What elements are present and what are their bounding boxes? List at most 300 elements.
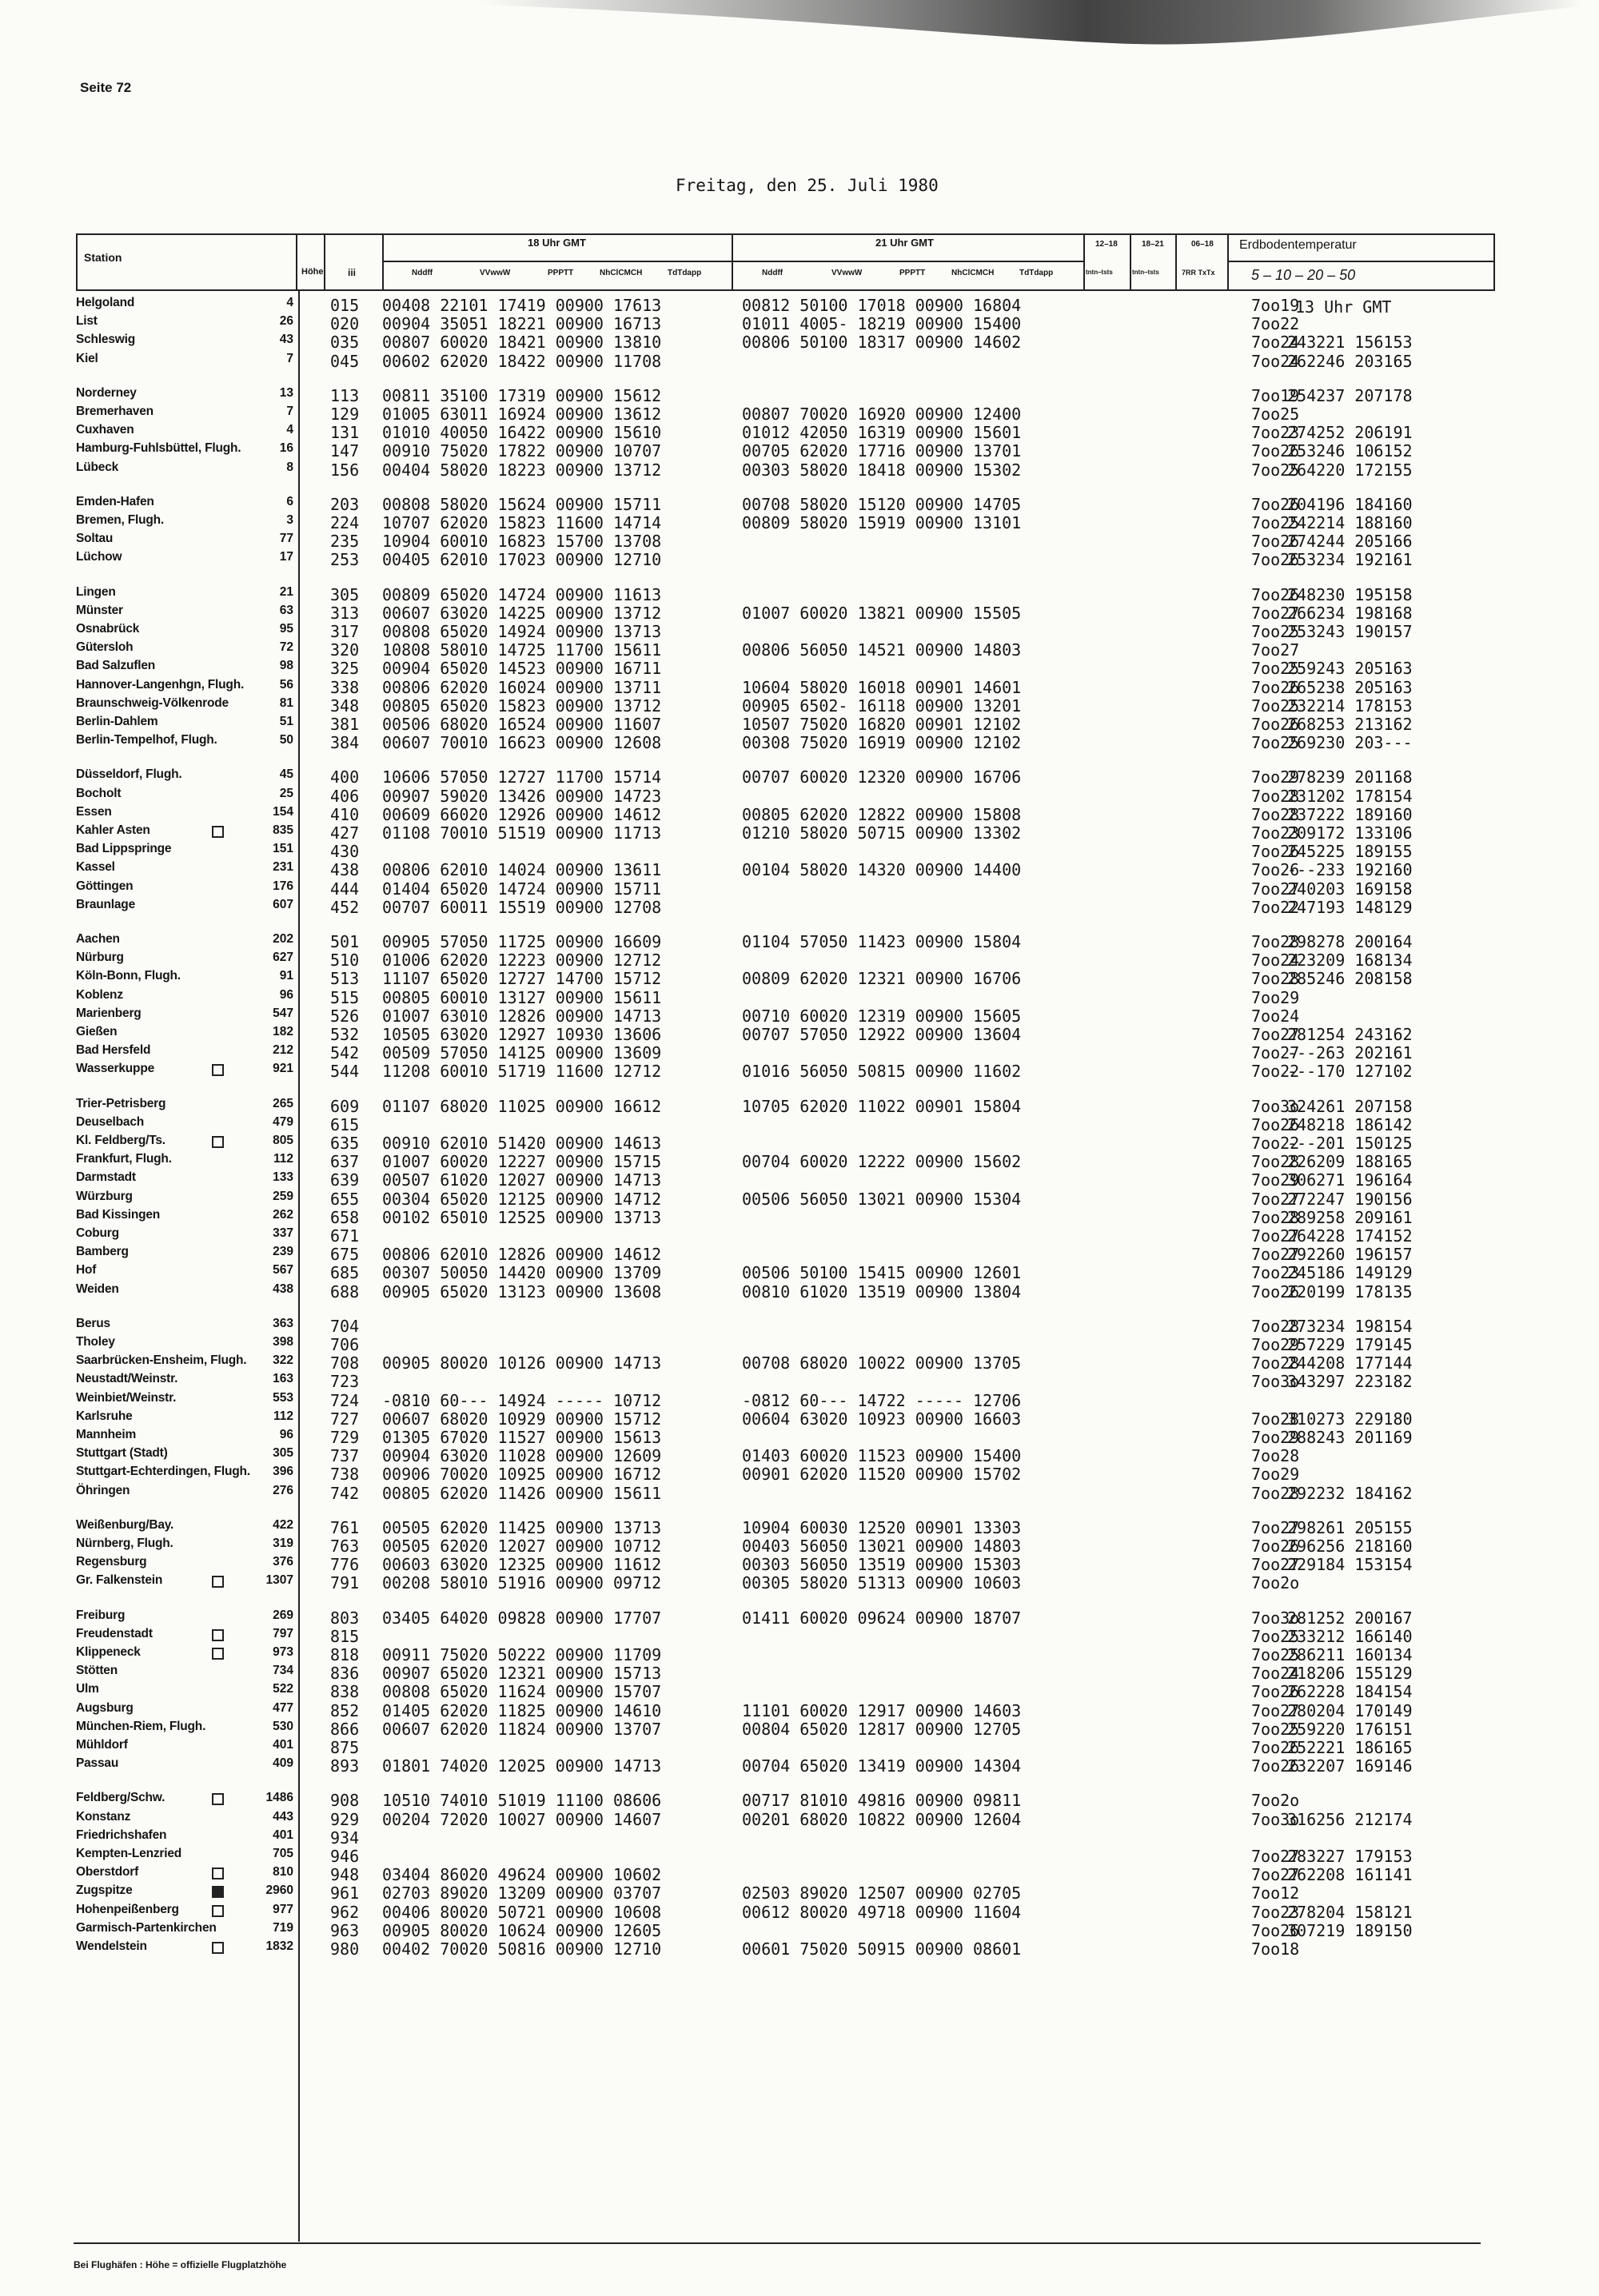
table-row (76, 405, 1491, 423)
station-name: Bad Salzuflen (76, 659, 156, 673)
station-name: List (76, 314, 98, 329)
erdboden-values: 232207 169146 (1287, 1756, 1413, 1776)
station-hoehe: 401 (273, 1828, 293, 1842)
obs-21-uhr: 00201 68020 10822 00900 12604 (742, 1809, 1022, 1829)
table-row (76, 823, 1491, 842)
obs-18-uhr: 01107 68020 11025 00900 16612 (382, 1096, 662, 1116)
max-temp-group: 7oo28 (1251, 1152, 1300, 1172)
station-iii: 637 (330, 1152, 360, 1172)
table-row (76, 696, 1491, 715)
station-iii: 948 (330, 1865, 360, 1885)
obs-18-uhr: 10606 57050 12727 11700 15714 (382, 767, 662, 787)
table-row (76, 1208, 1491, 1226)
max-temp-group: 7oo26 (1251, 860, 1300, 880)
station-iii: 658 (330, 1207, 360, 1227)
station-iii: 253 (330, 550, 360, 570)
station-iii: 893 (330, 1756, 360, 1776)
obs-18-uhr: 01007 60020 12227 00900 15715 (382, 1152, 662, 1172)
table-row (76, 1335, 1491, 1353)
station-iii: 671 (330, 1226, 360, 1246)
station-hoehe: 396 (273, 1465, 293, 1479)
header-ppptt-1: PPPTT (548, 269, 574, 277)
station-hoehe: 438 (273, 1282, 293, 1296)
obs-18-uhr: 01801 74020 12025 00900 14713 (382, 1756, 662, 1776)
erdboden-values: ---201 150125 (1287, 1134, 1413, 1153)
station-iii: 532 (330, 1025, 360, 1044)
obs-21-uhr: 00303 56050 13519 00900 15303 (742, 1555, 1022, 1575)
max-temp-group: 7oo23 (1251, 423, 1300, 443)
station-name: Köln-Bonn, Flugh. (76, 969, 181, 983)
station-hoehe: 719 (273, 1920, 293, 1935)
obs-21-uhr: 01411 60020 09624 00900 18707 (742, 1608, 1022, 1628)
max-temp-group: 7oo12 (1251, 1883, 1300, 1903)
station-name: Stuttgart (Stadt) (76, 1446, 168, 1461)
station-hoehe: 182 (273, 1025, 293, 1038)
erdboden-values: 292260 196157 (1287, 1245, 1413, 1265)
station-hoehe: 26 (279, 314, 293, 329)
max-temp-group: 7oo27 (1251, 1517, 1300, 1537)
table-row (76, 1883, 1491, 1902)
table-row (76, 860, 1491, 879)
station-hoehe: 797 (273, 1626, 293, 1640)
max-temp-group: 7oo29 (1251, 1335, 1300, 1354)
erdboden-values: 245225 189155 (1287, 842, 1413, 862)
station-name: Trier-Petrisberg (76, 1096, 166, 1110)
max-temp-group: 7oo23 (1251, 823, 1300, 843)
obs-18-uhr: 00102 65010 12525 00900 13713 (382, 1207, 662, 1227)
table-row (76, 513, 1491, 532)
table-row (76, 1282, 1491, 1301)
table-row (76, 1317, 1491, 1335)
station-hoehe: 1307 (265, 1573, 293, 1588)
station-name: Darmstadt (76, 1170, 136, 1185)
erdboden-values: 266234 198168 (1287, 603, 1413, 623)
max-temp-group: 7oo28 (1251, 932, 1300, 951)
station-iii: 609 (330, 1096, 360, 1116)
station-hoehe: 443 (273, 1809, 293, 1824)
station-iii: 129 (330, 405, 360, 424)
obs-18-uhr: 10808 58010 14725 11700 15611 (382, 640, 662, 660)
obs-21-uhr: 01012 42050 16319 00900 15601 (742, 423, 1022, 443)
obs-18-uhr: 00805 60010 13127 00900 15611 (382, 987, 662, 1007)
erdboden-values: 289258 209161 (1287, 1207, 1413, 1227)
obs-18-uhr: 00905 80020 10126 00900 14713 (382, 1353, 662, 1373)
station-iii: 639 (330, 1170, 360, 1190)
station-iii: 908 (330, 1791, 360, 1811)
station-name: Bremerhaven (76, 405, 154, 418)
erdboden-values: 229184 153154 (1287, 1555, 1413, 1575)
obs-21-uhr: 00308 75020 16919 00900 12102 (742, 733, 1022, 753)
obs-18-uhr: 10904 60010 16823 15700 13708 (382, 532, 662, 552)
station-name: Soltau (76, 532, 114, 546)
station-iii: 615 (330, 1114, 360, 1134)
station-hoehe: 422 (273, 1517, 293, 1532)
obs-18-uhr: 10510 74010 51019 11100 08606 (382, 1791, 662, 1811)
erdboden-values: 252221 186165 (1287, 1738, 1413, 1757)
max-temp-group: 7oo25 (1251, 696, 1300, 716)
obs-18-uhr: 00808 65020 11624 00900 15707 (382, 1682, 662, 1702)
table-row (76, 1720, 1491, 1738)
station-iii: 818 (330, 1645, 360, 1664)
open-square-icon (212, 1064, 224, 1076)
max-temp-group: 7oo27 (1251, 1189, 1300, 1209)
station-name: Oberstdorf (76, 1865, 139, 1879)
station-name: Saarbrücken-Ensheim, Flugh. (76, 1353, 247, 1368)
station-hoehe: 4 (286, 423, 293, 437)
open-square-icon (212, 1576, 224, 1588)
station-iii: 156 (330, 460, 360, 480)
header-clouds-1: NhClCMCH (600, 269, 643, 277)
max-temp-group: 7oo28 (1251, 786, 1300, 806)
obs-21-uhr: 10705 62020 11022 00901 15804 (742, 1096, 1022, 1116)
max-temp-group: 7oo26 (1251, 842, 1300, 862)
station-hoehe: 63 (279, 603, 293, 617)
max-temp-group: 7oo29 (1251, 1465, 1300, 1485)
obs-18-uhr: 00509 57050 14125 00900 13609 (382, 1043, 662, 1063)
header-06-18: 06–18 (1191, 240, 1214, 249)
obs-18-uhr: 00805 65020 15823 00900 13712 (382, 696, 662, 716)
obs-18-uhr: 01108 70010 51519 00900 11713 (382, 823, 662, 843)
erdboden-values: 281252 200167 (1287, 1608, 1413, 1628)
obs-18-uhr: 00904 65020 14523 00900 16711 (382, 659, 662, 679)
obs-18-uhr: 00304 65020 12125 00900 14712 (382, 1189, 662, 1209)
station-iii: 675 (330, 1245, 360, 1265)
station-iii: 320 (330, 640, 360, 660)
table-row (76, 733, 1491, 751)
obs-18-uhr: 00907 59020 13426 00900 14723 (382, 786, 662, 806)
table-row (76, 842, 1491, 860)
station-iii: 015 (330, 296, 360, 315)
erdboden-values: 298261 205155 (1287, 1517, 1413, 1537)
station-hoehe: 1832 (265, 1939, 293, 1953)
station-hoehe: 17 (279, 550, 293, 564)
erdboden-values: 220199 178135 (1287, 1282, 1413, 1301)
obs-18-uhr: 01005 63011 16924 00900 13612 (382, 405, 662, 424)
table-row (76, 1190, 1491, 1208)
open-square-icon (212, 826, 224, 838)
station-hoehe: 91 (279, 969, 293, 983)
station-name: Mühldorf (76, 1738, 128, 1752)
erdboden-values: 254237 207178 (1287, 385, 1413, 405)
erdboden-values: 316256 212174 (1287, 1809, 1413, 1829)
open-square-icon (212, 1867, 224, 1879)
erdboden-values: 265238 205163 (1287, 677, 1413, 697)
station-iii: 791 (330, 1573, 360, 1593)
table-row (76, 678, 1491, 696)
station-name: Kempten-Lenzried (76, 1847, 182, 1860)
obs-21-uhr: 00901 62020 11520 00900 15702 (742, 1465, 1022, 1485)
station-hoehe: 810 (273, 1865, 293, 1879)
obs-18-uhr: 00911 75020 50222 00900 11709 (382, 1645, 662, 1664)
obs-18-uhr: 00806 62020 16024 00900 13711 (382, 677, 662, 697)
header-clouds-2: NhClCMCH (951, 269, 995, 277)
table-row (76, 1810, 1491, 1828)
erdboden-values: 209172 133106 (1287, 823, 1413, 843)
station-name: Hamburg-Fuhlsbüttel, Flugh. (76, 441, 241, 456)
table-row (76, 1409, 1491, 1428)
table-row (76, 333, 1491, 351)
station-iii: 452 (330, 897, 360, 917)
table-row (76, 1738, 1491, 1756)
station-name: Berus (76, 1316, 110, 1330)
station-name: Regensburg (76, 1555, 147, 1569)
obs-21-uhr: 00104 58020 14320 00900 14400 (742, 860, 1022, 880)
station-hoehe: 163 (273, 1372, 293, 1386)
station-name: Tholey (76, 1335, 115, 1349)
station-iii: 688 (330, 1282, 360, 1301)
station-name: Gr. Falkenstein (76, 1573, 163, 1588)
table-row (76, 1573, 1491, 1592)
header-erd-depths: 5 – 10 – 20 – 50 (1251, 267, 1356, 283)
station-hoehe: 16 (279, 441, 293, 456)
station-name: Hannover-Langenhgn, Flugh. (76, 677, 245, 692)
station-name: München-Riem, Flugh. (76, 1719, 206, 1733)
station-iii: 020 (330, 314, 360, 334)
station-name: Klippeneck (76, 1645, 141, 1659)
obs-21-uhr: 00806 56050 14521 00900 14803 (742, 640, 1022, 660)
obs-18-uhr: 00602 62020 18422 00900 11708 (382, 351, 662, 371)
station-iii: 761 (330, 1517, 360, 1537)
erdboden-values: 232214 178153 (1287, 696, 1413, 716)
obs-18-uhr: 01305 67020 11527 00900 15613 (382, 1428, 662, 1447)
station-iii: 635 (330, 1134, 360, 1153)
obs-18-uhr: 00806 62010 14024 00900 13611 (382, 860, 662, 880)
station-iii: 384 (330, 733, 360, 753)
station-hoehe: 337 (273, 1226, 293, 1240)
erdboden-values: 281254 243162 (1287, 1025, 1413, 1044)
station-name: Frankfurt, Flugh. (76, 1152, 172, 1166)
obs-18-uhr: 00910 62010 51420 00900 14613 (382, 1134, 662, 1153)
obs-18-uhr: 00609 66020 12926 00900 14612 (382, 804, 662, 824)
open-square-icon (212, 1136, 224, 1148)
obs-18-uhr: 00806 62010 12826 00900 14612 (382, 1245, 662, 1265)
station-hoehe: 262 (273, 1207, 293, 1222)
station-name: Emden-Hafen (76, 494, 154, 508)
max-temp-group: 7oo26 (1251, 1114, 1300, 1134)
erdboden-values: 324261 207158 (1287, 1096, 1413, 1116)
table-row (76, 787, 1491, 805)
erdboden-values: 262246 203165 (1287, 351, 1413, 371)
max-temp-group: 7oo28 (1251, 804, 1300, 824)
table-row (76, 622, 1491, 640)
table-row (76, 1939, 1491, 1958)
max-temp-group: 7oo26 (1251, 550, 1300, 570)
station-name: Göttingen (76, 879, 134, 893)
station-hoehe: 50 (279, 733, 293, 747)
station-name: Hohenpeißenberg (76, 1902, 179, 1916)
station-name: Kiel (76, 351, 98, 365)
obs-21-uhr: 00506 56050 13021 00900 15304 (742, 1189, 1022, 1209)
erdboden-values: 248218 186142 (1287, 1114, 1413, 1134)
station-hoehe: 477 (273, 1700, 293, 1715)
header-06-18-sub: 7RR TxTx (1182, 269, 1215, 277)
obs-18-uhr: -0810 60--- 14924 ----- 10712 (382, 1390, 662, 1410)
station-name: Würzburg (76, 1189, 133, 1203)
erdboden-values: 257229 179145 (1287, 1335, 1413, 1354)
max-temp-group: 7oo25 (1251, 733, 1300, 753)
station-iii: 438 (330, 860, 360, 880)
station-iii: 866 (330, 1719, 360, 1739)
station-hoehe: 7 (286, 405, 293, 418)
station-name: Stuttgart-Echterdingen, Flugh. (76, 1465, 250, 1479)
station-name: Bad Hersfeld (76, 1043, 151, 1058)
station-iii: 980 (330, 1939, 360, 1959)
erdboden-values: 274244 205166 (1287, 532, 1413, 552)
station-name: Münster (76, 603, 123, 617)
station-hoehe: 705 (273, 1847, 293, 1860)
station-name: Berlin-Tempelhof, Flugh. (76, 733, 217, 747)
station-hoehe: 553 (273, 1390, 293, 1405)
max-temp-group: 7oo23 (1251, 1263, 1300, 1283)
obs-18-uhr: 00808 58020 15624 00900 15711 (382, 494, 662, 514)
station-hoehe: 77 (279, 532, 293, 546)
station-iii: 815 (330, 1626, 360, 1646)
station-iii: 381 (330, 715, 360, 734)
erdboden-values: 231202 178154 (1287, 786, 1413, 806)
header-nddff-2: Nddff (762, 269, 784, 277)
header-hoehe: Höhe (301, 267, 324, 277)
max-temp-group: 7oo25 (1251, 513, 1300, 532)
station-name: Öhringen (76, 1483, 130, 1497)
table-row (76, 767, 1491, 786)
station-iii: 875 (330, 1738, 360, 1757)
station-iii: 961 (330, 1883, 360, 1903)
table-row (76, 715, 1491, 733)
table-row (76, 1537, 1491, 1555)
obs-21-uhr: 10507 75020 16820 00901 12102 (742, 715, 1022, 734)
max-temp-group: 7oo26 (1251, 1282, 1300, 1301)
max-temp-group: 7oo27 (1251, 1847, 1300, 1866)
max-temp-group: 7oo26 (1251, 1537, 1300, 1556)
station-hoehe: 522 (273, 1682, 293, 1696)
station-name: Cuxhaven (76, 423, 134, 437)
station-name: Düsseldorf, Flugh. (76, 767, 182, 782)
station-name: Lübeck (76, 460, 119, 474)
obs-18-uhr: 01006 62020 12223 00900 12712 (382, 951, 662, 971)
erdboden-values: 253243 190157 (1287, 622, 1413, 641)
station-name: Weinbiet/Weinstr. (76, 1390, 177, 1405)
station-name: Neustadt/Weinstr. (76, 1372, 178, 1386)
obs-18-uhr: 00904 63020 11028 00900 12609 (382, 1446, 662, 1466)
obs-18-uhr: 00905 57050 11725 00900 16609 (382, 932, 662, 951)
max-temp-group: 7oo18 (1251, 1939, 1300, 1959)
table-row (76, 1756, 1491, 1775)
station-hoehe: 45 (279, 767, 293, 782)
station-hoehe: 112 (273, 1152, 293, 1166)
station-hoehe: 1486 (265, 1791, 293, 1805)
table-row (76, 532, 1491, 550)
station-name: Coburg (76, 1226, 119, 1240)
erdboden-values: 204196 184160 (1287, 494, 1413, 514)
station-iii: 338 (330, 677, 360, 697)
table-row (76, 423, 1491, 441)
obs-21-uhr: 00710 60020 12319 00900 15605 (742, 1006, 1022, 1026)
station-iii: 655 (330, 1189, 360, 1209)
station-name: Braunschweig-Völkenrode (76, 696, 229, 710)
station-iii: 515 (330, 987, 360, 1007)
station-hoehe: 607 (273, 897, 293, 911)
erdboden-values: 283227 179153 (1287, 1847, 1413, 1866)
obs-21-uhr: 00805 62020 12822 00900 15808 (742, 804, 1022, 824)
station-hoehe: 13 (279, 385, 293, 400)
obs-18-uhr: 00402 70020 50816 00900 12710 (382, 1939, 662, 1959)
erdboden-values: ---233 192160 (1287, 860, 1413, 880)
open-square-icon (212, 1648, 224, 1660)
obs-21-uhr: 00809 58020 15919 00900 13101 (742, 513, 1022, 532)
obs-18-uhr: 00607 70010 16623 00900 12608 (382, 733, 662, 753)
header-tdtd-1: TdTdapp (668, 269, 702, 277)
table-row (76, 314, 1491, 333)
max-temp-group: 7oo28 (1251, 969, 1300, 989)
station-hoehe: 7 (286, 351, 293, 365)
station-name: Essen (76, 804, 112, 819)
station-name: Bad Kissingen (76, 1207, 161, 1222)
erdboden-values: 226209 188165 (1287, 1152, 1413, 1172)
max-temp-group: 7oo22 (1251, 897, 1300, 917)
station-iii: 836 (330, 1664, 360, 1684)
station-name: Feldberg/Schw. (76, 1791, 165, 1805)
obs-18-uhr: 00809 65020 14724 00900 11613 (382, 584, 662, 604)
max-temp-group: 7oo2o (1251, 1791, 1300, 1811)
obs-18-uhr: 10707 62020 15823 11600 14714 (382, 513, 662, 532)
station-iii: 727 (330, 1409, 360, 1429)
station-hoehe: 977 (273, 1902, 293, 1916)
table-row (76, 550, 1491, 568)
max-temp-group: 7oo28 (1251, 1316, 1300, 1336)
max-temp-group: 7oo26 (1251, 677, 1300, 697)
erdboden-values: 233212 166140 (1287, 1626, 1413, 1646)
table-row (76, 659, 1491, 677)
footnote: Bei Flughäfen : Höhe = offizielle Flugplatzhöhe (74, 2259, 287, 2270)
erdboden-values: 280204 170149 (1287, 1700, 1413, 1720)
table-row (76, 1701, 1491, 1720)
station-iii: 147 (330, 441, 360, 461)
erdboden-values: ---170 127102 (1287, 1062, 1413, 1082)
max-temp-group: 7oo28 (1251, 1446, 1300, 1466)
station-name: Aachen (76, 932, 120, 946)
max-temp-group: 7oo29 (1251, 1428, 1300, 1447)
station-name: Garmisch-Partenkirchen (76, 1920, 217, 1935)
obs-18-uhr: 00405 62010 17023 00900 12710 (382, 550, 662, 570)
max-temp-group: 7oo24 (1251, 951, 1300, 971)
table-row (76, 1921, 1491, 1939)
station-iii: 526 (330, 1006, 360, 1026)
erdboden-values: 269230 203--- (1287, 733, 1413, 753)
max-temp-group: 7oo25 (1251, 460, 1300, 480)
erdboden-values: ---263 202161 (1287, 1043, 1413, 1063)
page-number: Seite 72 (80, 80, 132, 95)
max-temp-group: 7oo28 (1251, 1483, 1300, 1503)
erdboden-values: 244208 177144 (1287, 1353, 1413, 1373)
erdboden-values: 274252 206191 (1287, 423, 1413, 443)
obs-18-uhr: 00307 50050 14420 00900 13709 (382, 1263, 662, 1283)
max-temp-group: 7oo3o (1251, 1809, 1300, 1829)
max-temp-group: 7oo26 (1251, 441, 1300, 461)
bottom-rule (74, 2242, 1481, 2244)
station-iii: 045 (330, 351, 360, 371)
station-name: Berlin-Dahlem (76, 715, 158, 728)
table-row (76, 1645, 1491, 1664)
station-name: Braunlage (76, 897, 135, 911)
station-name: Wasserkuppe (76, 1062, 155, 1076)
station-hoehe: 398 (273, 1335, 293, 1349)
erdboden-values: 243221 156153 (1287, 333, 1413, 353)
obs-18-uhr: 01404 65020 14724 00900 15711 (382, 879, 662, 899)
erdboden-values: 286211 160134 (1287, 1645, 1413, 1664)
erdboden-values: 278239 201168 (1287, 767, 1413, 787)
station-iii: 776 (330, 1555, 360, 1575)
obs-18-uhr: 00408 22101 17419 00900 17613 (382, 296, 662, 315)
